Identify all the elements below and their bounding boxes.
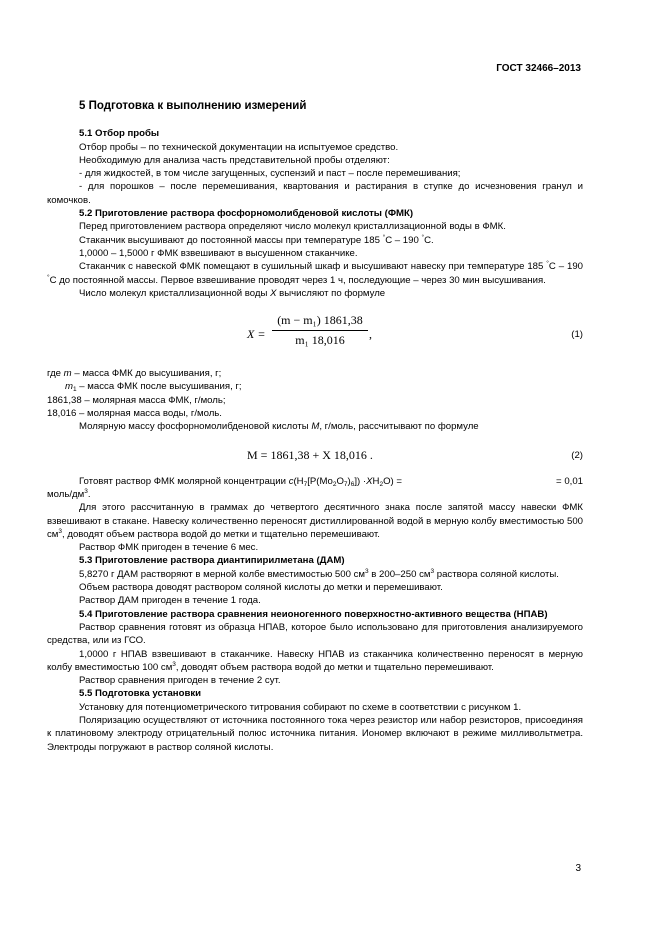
subsection-5-5-title: 5.5 Подготовка установки: [79, 688, 202, 700]
paragraph: - для порошков – после перемешивания, квартования и растирания в ступке до исчезновения гранул и комочков.: [47, 181, 583, 206]
section-title: 5 Подготовка к выполнению измерений: [79, 100, 307, 112]
paragraph: Отбор пробы – по технической документации на испытуемое средство.: [79, 141, 399, 153]
concentration-value: = 0,01: [556, 475, 583, 487]
formula-1-denominator: m₁ 18,016: [295, 333, 345, 348]
concentration-unit: моль/$дм^3$.: [47, 487, 91, 500]
formula-1-comma: ,: [369, 327, 372, 342]
standard-header: ГОСТ 32466–2013: [496, 63, 581, 74]
legend-m: где m – масса ФМК до высушивания, г;: [47, 368, 222, 380]
paragraph: Раствор ФМК пригоден в течение 6 мес.: [79, 542, 259, 554]
paragraph: Установку для потенциометрического титрования собирают по схеме в соответствии с рисунком 1.: [79, 701, 522, 713]
paragraph: Для этого рассчитанную в граммах до четвертого десятичного знака после запятой массу навески ФМК взвешивают в стакане. Навеску количественно переносят дистиллированной водой в мерную колбу вместимостью 500 $см^3$, доводят объем раствора водой до метки и тщательно перемешивают.: [47, 502, 583, 540]
paragraph: Раствор ДАМ пригоден в течение 1 года.: [79, 595, 261, 607]
paragraph: Раствор сравнения готовят из образца НПАВ, которое было использовано для приготовления анализируемого средства, или из ГСО.: [47, 621, 583, 647]
paragraph: Стаканчик с навеской ФМК помещают в сушильный шкаф и высушивают навеску при температуре 185 °С – 190 °С до постоянной массы. Первое взвешивание проводят через 1 ч, последующие – через 30 мин высушивания.: [47, 260, 583, 286]
legend-water-molar: 18,016 – молярная масса воды, г/моль.: [47, 408, 222, 420]
formula-2-expression: M = 1861,38 + X 18,016 .: [247, 447, 373, 462]
paragraph: 1,0000 – 1,5000 г ФМК взвешивают в высушенном стаканчике.: [79, 247, 358, 259]
paragraph: Перед приготовлением раствора определяют число молекул кристаллизационной воды в ФМК.: [79, 221, 506, 233]
subsection-5-4-title: 5.4 Приготовление раствора сравнения неионогенного поверхностно-активного вещества (НПАВ): [79, 608, 548, 620]
paragraph: Стаканчик высушивают до постоянной массы при температуре 185 °С – 190 °С.: [79, 233, 434, 246]
subsection-5-1-title: 5.1 Отбор пробы: [79, 128, 160, 140]
formula-1: [47, 309, 583, 363]
legend-fmk-molar: 1861,38 – молярная масса ФМК, г/моль;: [47, 394, 226, 406]
paragraph: Число молекул кристаллизационной воды X вычисляют по формуле: [79, 287, 386, 299]
paragraph: Необходимую для анализа часть представительной пробы отделяют:: [79, 154, 390, 166]
paragraph: Объем раствора доводят раствором соляной кислоты до метки и перемешивают.: [79, 582, 443, 594]
paragraph: Поляризацию осуществляют от источника постоянного тока через резистор или набор резисторов, присоединяя к платиновому электроду отрицательный полюс источника питания. Иономер включают в режиме милливольтметра. Электроды погружают в раствор соляной кислоты.: [47, 714, 583, 753]
formula-2: [47, 443, 583, 473]
paragraph: Раствор сравнения пригоден в течение 2 сут.: [79, 675, 281, 687]
paragraph: - для жидкостей, в том числе загущенных, суспензий и паст – после перемешивания;: [79, 168, 461, 180]
paragraph-concentration: Готовят раствор ФМК молярной концентрации $c(H_7[P(Mo_2O_7)_6]) \cdot XH_2O$) = = 0,01: [79, 475, 583, 488]
subsection-5-3-title: 5.3 Приготовление раствора диантипирилметана (ДАМ): [79, 555, 345, 567]
paragraph: Молярную массу фосфорномолибденовой кислоты M, г/моль, рассчитывают по формуле: [79, 421, 479, 433]
document-content: [47, 100, 583, 754]
formula-1-numerator: (m − m₁) 1861,38: [272, 314, 368, 331]
subsection-5-2-title: 5.2 Приготовление раствора фосфорномолибденовой кислоты (ФМК): [79, 208, 414, 220]
formula-2-number: (2): [571, 449, 583, 461]
legend-m1: $m_1$ – масса ФМК после высушивания, г;: [65, 381, 242, 394]
formula-1-lhs: X =: [247, 327, 266, 342]
formula-1-number: (1): [571, 329, 583, 341]
paragraph: 5,8270 г ДАМ растворяют в мерной колбе вместимостью 500 $см^3$ в 200–250 $см^3$ раствора соляной кислоты.: [79, 567, 559, 580]
page-number: 3: [575, 863, 581, 874]
formula-1-fraction: [272, 314, 368, 348]
paragraph: 1,0000 г НПАВ взвешивают в стаканчике. Навеску НПАВ из стаканчика количественно переносят в мерную колбу вместимостью 100 $см^3$, доводят объем раствора водой до метки и тщательно перемешивают.: [47, 648, 583, 673]
